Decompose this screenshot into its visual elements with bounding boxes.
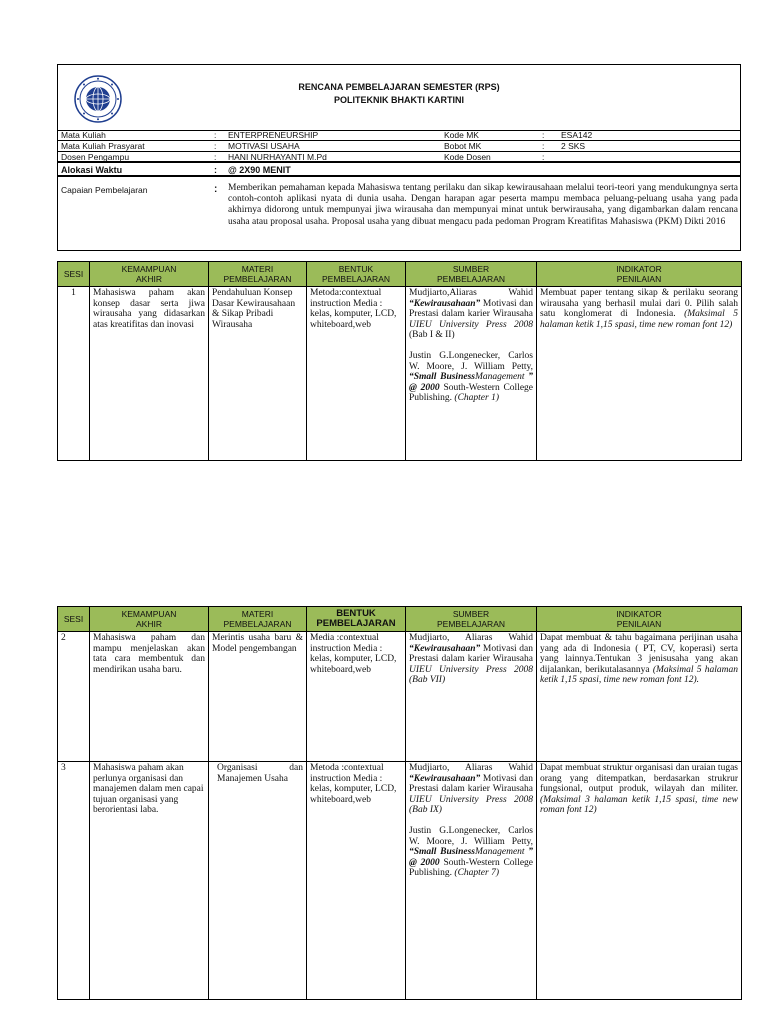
col-bentuk: BENTUK PEMBELAJARAN [307,607,406,632]
colon: : [542,141,545,151]
indikator-cell: Dapat membuat struktur organisasi dan uraian tugas orang yang ditempatkan, berdasarkan strukrur fungsional, output produk, wilayah dan militer. (Maksimal 3 halaman ketik 1,15 spasi, time new roman font 12) [537,762,742,1000]
prasyarat-label: Mata Kuliah Prasyarat [61,141,145,151]
info-row-alokasi [58,164,740,177]
indikator-cell: Dapat membuat & tahu bagaimana perijinan usaha yang ada di Indonesia ( PT, CV, koperasi) serta yang lainnya.Tentukan 3 jenisusaha yang akan dijalankan, berikutalasannya (Maksimal 5 halaman ketik 1,15 spasi, time new roman font 12). [537,632,742,762]
table-row [58,287,742,461]
capaian-value: Memberikan pemahaman kepada Mahasiswa tentang perilaku dan sikap kewirausahaan melalui teori-teori yang mendukungnya serta contoh-contoh aplikasi nyata di dunia usaha. Dengan harapan agar peserta mampu membaca peluang-peluang usaha yang pada akhirnya didorong untuk mempunyai jiwa wirausaha dan mempunyai minat untuk berwirausaha, yang digambarkan dalam rencana usaha atau proposal usaha. Proposal usaha yang dibuat mengacu pada pedoman Program Kreatifitas Mahasiswa (PKM) Dikti 2016 [228,183,738,227]
bobot-mk-label: Bobot MK [444,141,482,151]
course-info [57,130,741,251]
col-sumber: SUMBER PEMBELAJARAN [406,262,537,287]
colon: : [214,152,217,162]
table-header-row [58,607,742,632]
materi-cell: Pendahuluan Konsep Dasar Kewirausahaan & Sikap Pribadi Wirausaha [209,287,307,461]
col-sumber: SUMBER PEMBELAJARAN [406,607,537,632]
bentuk-cell: Metoda:contextual instruction Media : kelas, komputer, LCD, whiteboard,web [307,287,406,461]
table-row [58,762,742,1000]
table-row [58,632,742,762]
sumber-cell: Mudjiarto, Aliaras Wahid “Kewirausahaan” Motivasi dan Prestasi dalam karier Wirausaha UIEU University Press 2008 (Bab IX) Justin G.Longenecker, Carlos W. Moore, J. William Petty, “Small BusinessManagement ” @ 2000 South-Western College Publishing. (Chapter 7) [406,762,537,1000]
sumber-cell: Mudjiarto,Aliaras Wahid “Kewirausahaan” Motivasi dan Prestasi dalam karier Wirausaha UIEU University Press 2008 (Bab I & II) Justin G.Longenecker, Carlos W. Moore, J. William Petty, “Small BusinessManagement ” @ 2000 South-Western College Publishing. (Chapter 1) [406,287,537,461]
kemampuan-cell: Mahasiswa paham akan perlunya organisasi dan manajemen dalam men capai tujuan organisasi yang berorientasi laba. [90,762,209,1000]
col-materi: MATERI PEMBELAJARAN [209,262,307,287]
sesi-cell: 3 [58,762,90,1000]
materi-cell: Merintis usaha baru & Model pengembangan [209,632,307,762]
info-row-mata-kuliah [58,130,740,141]
kode-mk-value: ESA142 [561,130,593,140]
prasyarat-value: MOTIVASI USAHA [228,141,300,151]
info-row-prasyarat [58,141,740,152]
info-row-dosen [58,152,740,163]
session-table-1 [57,261,742,461]
col-materi: MATERI PEMBELAJARAN [209,607,307,632]
kemampuan-cell: Mahasiswa paham dan mampu menjelaskan akan tata cara membentuk dan mendirikan usaha baru. [90,632,209,762]
dosen-label: Dosen Pengampu [61,152,130,162]
kode-dosen-label: Kode Dosen [444,152,491,162]
materi-cell: Organisasi dan Manajemen Usaha [209,762,307,1000]
colon: : [214,184,218,195]
col-kemampuan: KEMAMPUAN AKHIR [90,607,209,632]
bentuk-cell: Media :contextual instruction Media : kelas, komputer, LCD, whiteboard,web [307,632,406,762]
title-line-1: RENCANA PEMBELAJARAN SEMESTER (RPS) [298,82,500,92]
colon: : [214,141,217,151]
document-header [57,64,741,131]
sumber-cell: Mudjiarto, Aliaras Wahid “Kewirausahaan” Motivasi dan Prestasi dalam karier Wirausaha UIEU University Press 2008 (Bab VII) [406,632,537,762]
colon: : [214,130,217,140]
colon: : [542,152,545,162]
mata-kuliah-label: Mata Kuliah [61,130,106,140]
kode-mk-label: Kode MK [444,130,479,140]
document-title [58,81,740,107]
colon: : [214,165,217,175]
bobot-mk-value: 2 SKS [561,141,586,151]
dosen-value: HANI NURHAYANTI M.Pd [228,152,327,162]
col-kemampuan: KEMAMPUAN AKHIR [90,262,209,287]
indikator-cell: Membuat paper tentang sikap & perilaku seorang wirausaha yang berhasil mulai dari 0. Pilih salah satu konglomerat di Indonesia. (Maksimal 5 halaman ketik 1,15 spasi, time new roman font 12) [537,287,742,461]
alokasi-value: @ 2X90 MENIT [228,165,291,175]
alokasi-label: Alokasi Waktu [61,165,123,175]
colon: : [542,130,545,140]
sesi-cell: 1 [58,287,90,461]
bentuk-cell: Metoda :contextual instruction Media : kelas, komputer, LCD, whiteboard,web [307,762,406,1000]
title-line-2: POLITEKNIK BHAKTI KARTINI [334,95,464,105]
col-bentuk: BENTUK PEMBELAJARAN [307,262,406,287]
table-header-row [58,262,742,287]
col-sesi: SESI [58,262,90,287]
session-table-2 [57,606,742,1000]
kemampuan-cell: Mahasiswa paham akan konsep dasar serta jiwa wirausaha yang didasarkan atas kreatifitas dan inovasi [90,287,209,461]
col-indikator: INDIKATOR PENILAIAN [537,262,742,287]
col-indikator: INDIKATOR PENILAIAN [537,607,742,632]
mata-kuliah-value: ENTERPRENEURSHIP [228,130,319,140]
col-sesi: SESI [58,607,90,632]
capaian-label: Capaian Pembelajaran [61,185,148,195]
sesi-cell: 2 [58,632,90,762]
